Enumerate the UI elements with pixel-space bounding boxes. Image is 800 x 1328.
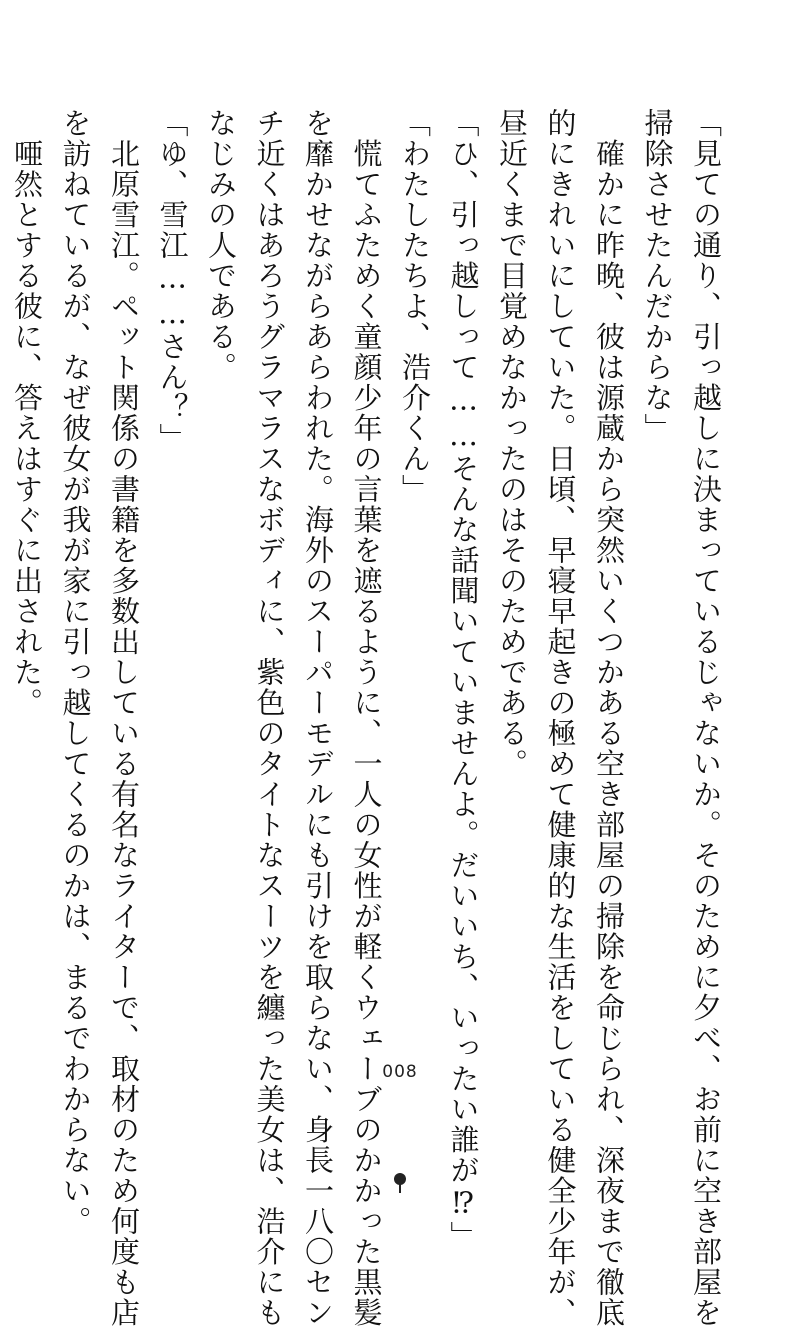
vertical-text-body: [10, 108, 730, 1328]
page-marker-icon: [394, 1173, 406, 1185]
text-line: 昼近くまで目覚めなかったのはそのためである。: [495, 108, 529, 779]
text-line: 唖然とする彼に、答えはすぐに出された。: [10, 108, 44, 718]
text-line: 慌てふためく童顔少年の言葉を遮るように、一人の女性が軽くウェーブのかかった黒髪: [349, 108, 384, 1328]
text-line: 「ひ、引っ越しって……そんな話聞いていませんよ。だいいち、いったい誰が⁉」: [446, 108, 481, 1252]
text-line: 掃除させたんだからな」: [640, 108, 675, 444]
page-number: 008: [382, 1062, 418, 1082]
text-line: 「わたしたちよ、浩介くん」: [398, 108, 432, 505]
text-line: 的にきれいにしていた。日頃、早寝早起きの極めて健康的な生活をしている健全少年が、: [543, 108, 578, 1328]
text-line: を訪ねているが、なぜ彼女が我が家に引っ越してくるのかは、まるでわからない。: [58, 108, 93, 1237]
text-line: 「ゆ、雪江……さん？」: [155, 108, 190, 454]
text-line: チ近くはあろうグラマラスなボディに、紫色のタイトなスーツを纏った美女は、浩介にも: [252, 108, 287, 1328]
text-line: [0, 108, 3, 1118]
text-line: 「見ての通り、引っ越しに決まっているじゃないか。そのために夕べ、お前に空き部屋を: [689, 108, 723, 1328]
text-line: なじみの人である。: [204, 108, 238, 383]
text-line: 北原雪江。ペット関係の書籍を多数出している有名なライターで、取材のため何度も店: [107, 108, 141, 1328]
text-line: 確かに昨晩、彼は源蔵から突然いくつかある空き部屋の掃除を命じられ、深夜まで徹底: [592, 108, 626, 1328]
text-line: を靡かせながらあらわれた。海外のスーパーモデルにも引けを取らない、身長一八〇セン: [301, 108, 335, 1328]
